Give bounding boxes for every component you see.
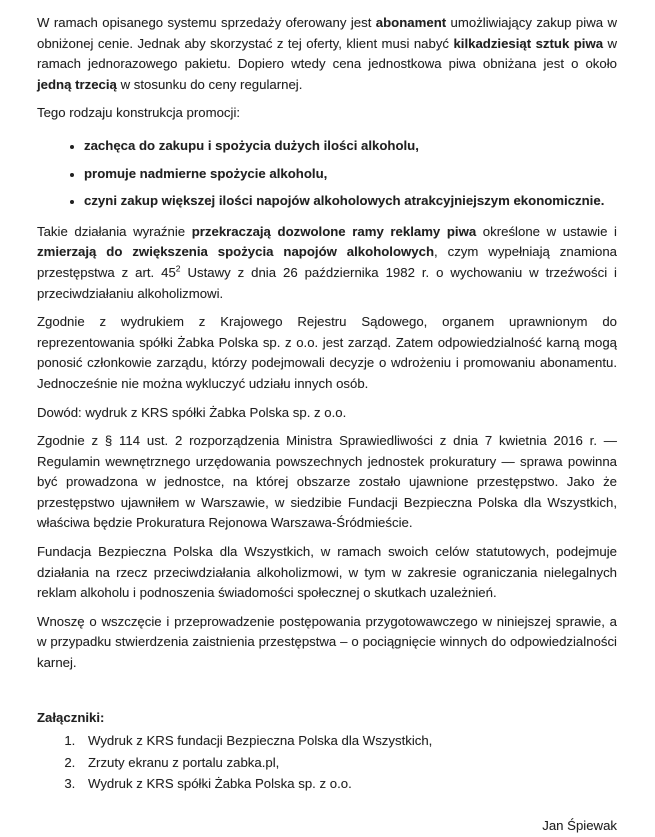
paragraph-fundacja: Fundacja Bezpieczna Polska dla Wszystkich, w ramach swoich celów statutowych, podejmuje działania na rzecz przeciwdziałania alkoholizmowi, w tym w zakresie ograniczania nielegalnych reklam alkoholu i podnoszenia świadomości społecznej o skutkach uzależnień. [37, 544, 617, 601]
attachments-heading: Załączniki: [37, 709, 105, 725]
paragraph-regulamin-prokuratury: Zgodnie z § 114 ust. 2 rozporządzenia Ministra Sprawiedliwości z dnia 7 kwietnia 2016 r. — Regulamin wewnętrznego urzędowania powszechnych jednostek prokuratury — sprawa powinna być prowadzona w jednostce, na której obszarze zostało ujawnione przestępstwo. Jako że przestępstwo ujawniłem w Warszawie, w siedzibie Fundacji Bezpieczna Polska dla Wszystkich, właściwa będzie Prokuratura Rejonowa Warszawa-Śródmieście. [37, 433, 617, 531]
list-item: 1. Wydruk z KRS fundacji Bezpieczna Polska dla Wszystkich, [79, 731, 617, 752]
list-item: • czyni zakup większej ilości napojów alkoholowych atrakcyjniejszym ekonomicznie. [84, 191, 617, 212]
promotion-effects-list [37, 136, 617, 212]
paragraph-dowod: Dowód: wydruk z KRS spółki Żabka Polska sp. z o.o. [37, 404, 347, 420]
list-item: 3. Wydruk z KRS spółki Żabka Polska sp. z o.o. [79, 774, 617, 795]
paragraph-abonament: W ramach opisanego systemu sprzedaży oferowany jest abonament umożliwiający zakup piwa w obniżonej cenie. Jednak aby skorzystać z tej oferty, klient musi nabyć kilkadziesiąt sztuk piwa w ramach jednorazowego pakietu. Dopiero wtedy cena jednostkowa piwa obniżana jest o około jedną trzecią w stosunku do ceny regularnej. [37, 15, 618, 92]
paragraph-krs-zarzad: Zgodnie z wydrukiem z Krajowego Rejestru Sądowego, organem uprawnionym do reprezentowania spółki Żabka Polska sp. z o.o. jest zarząd. Zatem odpowiedzialność karną mogą ponosić członkowie zarządu, którzy podejmowali decyzje o wdrożeniu i promowaniu abonamentu. Jednocześnie nie można wykluczyć udziału innych osób. [37, 314, 617, 391]
paragraph-promotion-intro: Tego rodzaju konstrukcja promocji: [37, 105, 241, 121]
paragraph-wniosek: Wnoszę o wszczęcie i przeprowadzenie postępowania przygotowawczego w niniejszej sprawie, a w przypadku stwierdzenia zaistnienia przestępstwa – o pociągnięcie winnych do odpowiedzialności karnej. [37, 613, 617, 671]
attachments-list [37, 731, 617, 795]
list-item: • zachęca do zakupu i spożycia dużych ilości alkoholu, [84, 136, 617, 157]
list-item: 2. Zrzuty ekranu z portalu zabka.pl, [79, 753, 617, 774]
paragraph-takie-dzialania: Takie działania wyraźnie przekraczają dozwolone ramy reklamy piwa określone w ustawie i zmierzają do zwiększenia spożycia napojów alkoholowych, czym wypełniają znamiona przestępstwa z art. $45^2$ Ustawy z dnia 26 października 1982 r. o wychowaniu w trzeźwości i przeciwdziałaniu alkoholizmowi. [37, 223, 617, 301]
list-item: • promuje nadmierne spożycie alkoholu, [84, 164, 617, 185]
signature: Jan Śpiewak [542, 818, 617, 833]
